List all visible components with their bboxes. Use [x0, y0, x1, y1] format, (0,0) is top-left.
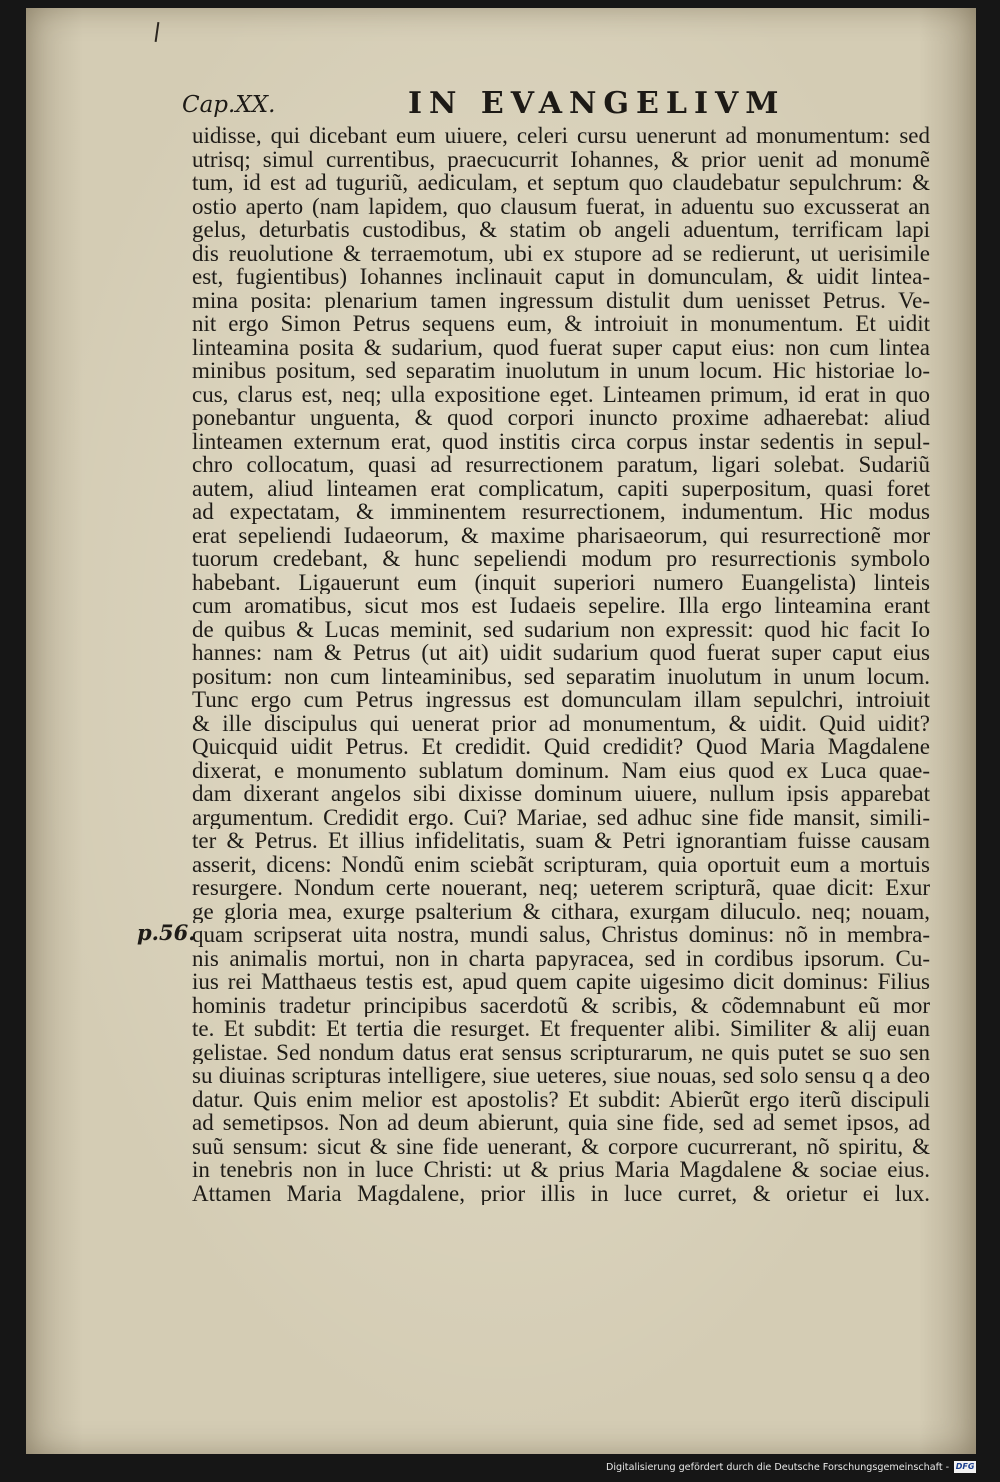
- text-line: dam dixerant angelos sibi dixisse dominum uiuere, nullum ipsis apparebat: [192, 782, 930, 806]
- text-line: utrisq; simul currentibus, praecucurrit Iohannes, & prior uenit ad monumẽ: [192, 147, 930, 171]
- text-line: ad expectatam, & imminentem resurrectionem, indumentum. Hic modus: [192, 500, 930, 524]
- text-line: & ille discipulus qui uenerat prior ad monumentum, & uidit. Quid uidit?: [192, 711, 930, 735]
- text-line: erat sepeliendi Iudaeorum, & maxime pharisaeorum, qui resurrectionẽ mor: [192, 523, 930, 547]
- text-line: linteamen externum erat, quod institis circa corpus instar sedentis in sepul-: [192, 429, 930, 453]
- ink-mark: [155, 22, 160, 42]
- text-line: uidisse, qui dicebant eum uiuere, celeri cursu uenerunt ad monumentum: sed: [192, 124, 930, 148]
- text-line: gelus, deturbatis custodibus, & statim ob angeli aduentum, terrificam lapi: [192, 218, 930, 242]
- text-line: ad semetipsos. Non ad deum abierunt, quia sine fide, sed ad semet ipsos, ad: [192, 1111, 930, 1135]
- text-line: ponebantur unguenta, & quod corpori inuncto proxime adhaerebat: aliud: [192, 406, 930, 430]
- text-line: positum: non cum linteaminibus, sed separatim inuolutum in unum locum.: [192, 664, 930, 688]
- text-line: Tunc ergo cum Petrus ingressus est domunculam illam sepulchri, introiuit: [192, 688, 930, 712]
- text-line: suũ sensum: sicut & sine fide uenerant, & corpore cucurrerant, nõ spiritu, &: [192, 1134, 930, 1158]
- body-text: [192, 124, 930, 1205]
- text-line: nit ergo Simon Petrus sequens eum, & introiuit in monumentum. Et uidit: [192, 312, 930, 336]
- text-line: ge gloria mea, exurge psalterium & cithara, exurgam diluculo. neq; nouam,: [192, 899, 930, 923]
- page-heading: IN EVANGELIVM: [408, 86, 786, 121]
- text-line: dixerat, e monumento sublatum dominum. Nam eius quod ex Luca quae-: [192, 758, 930, 782]
- running-head: [182, 86, 792, 120]
- text-line: cum aromatibus, sicut mos est Iudaeis sepelire. Illa ergo linteamina erant: [192, 594, 930, 618]
- text-line: te. Et subdit: Et tertia die resurget. Et frequenter alibi. Similiter & alij euan: [192, 1017, 930, 1041]
- text-line: su diuinas scripturas intelligere, siue ueteres, siue nouas, sed solo sensu q a deo: [192, 1064, 930, 1088]
- text-line: minibus positum, sed separatim inuolutum in unum locum. Hic historiae lo-: [192, 359, 930, 383]
- text-line: tum, id est ad tuguriũ, aediculam, et septum quo claudebatur sepulchrum: &: [192, 171, 930, 195]
- text-line: de quibus & Lucas meminit, sed sudarium non expressit: quod hic facit Io: [192, 617, 930, 641]
- text-line: hominis tradetur principibus sacerdotũ & scribis, & cõdemnabunt eũ mor: [192, 993, 930, 1017]
- chapter-label: Cap.XX.: [182, 92, 276, 118]
- text-line: resurgere. Nondum certe nouerant, neq; ueterem scripturã, quae dicit: Exur: [192, 876, 930, 900]
- text-line: mina posita: plenarium tamen ingressum distulit dum uenisset Petrus. Ve-: [192, 288, 930, 312]
- text-line: hannes: nam & Petrus (ut ait) uidit sudarium quod fuerat super caput eius: [192, 641, 930, 665]
- text-line: ter & Petrus. Et illius infidelitatis, suam & Petri ignorantiam fuisse causam: [192, 829, 930, 853]
- text-line: gelistae. Sed nondum datus erat sensus scripturarum, ne quis putet se suo sen: [192, 1040, 930, 1064]
- text-line: datur. Quis enim melior est apostolis? Et subdit: Abierũt ergo iterũ discipuli: [192, 1087, 930, 1111]
- credit-text: Digitalisierung gefördert durch die Deutsche Forschungsgemeinschaft -: [606, 1462, 950, 1473]
- digitization-credit: [606, 1460, 976, 1476]
- text-line: asserit, dicens: Nondũ enim sciebãt scripturam, quia oportuit eum a mortuis: [192, 852, 930, 876]
- text-line: linteamina posita & sudarium, quod fuerat super caput eius: non cum lintea: [192, 335, 930, 359]
- text-line: Attamen Maria Magdalene, prior illis in luce curret, & orietur ei lux.: [192, 1181, 930, 1205]
- text-line: autem, aliud linteamen erat complicatum, capiti superpositum, quasi foret: [192, 476, 930, 500]
- text-line: argumentum. Credidit ergo. Cui? Mariae, sed adhuc sine fide mansit, simili-: [192, 805, 930, 829]
- text-line: Quicquid uidit Petrus. Et credidit. Quid credidit? Quod Maria Magdalene: [192, 735, 930, 759]
- text-line: nis animalis mortui, non in charta papyracea, sed in cordibus ipsorum. Cu-: [192, 946, 930, 970]
- text-line: in tenebris non in luce Christi: ut & prius Maria Magdalene & sociae eius.: [192, 1158, 930, 1182]
- marginal-note: p.56.: [137, 920, 196, 945]
- text-line: tuorum credebant, & hunc sepeliendi modum pro resurrectionis symbolo: [192, 547, 930, 571]
- text-line: ostio aperto (nam lapidem, quo clausum fuerat, in aduentu suo excusserat an: [192, 194, 930, 218]
- text-line: ius rei Matthaeus testis est, apud quem capite uigesimo dicit dominus: Filius: [192, 970, 930, 994]
- text-line: quam scripserat uita nostra, mundi salus, Christus dominus: nõ in membra-: [192, 923, 930, 947]
- text-line: dis reuolutione & terraemotum, ubi ex stupore ad se redierunt, ut uerisimile: [192, 241, 930, 265]
- text-line: habebant. Ligauerunt eum (inquit superiori numero Euangelista) linteis: [192, 570, 930, 594]
- text-line: cus, clarus est, neq; ulla expositione eget. Linteamen primum, id erat in quo: [192, 382, 930, 406]
- dfg-logo: DFG: [955, 1462, 975, 1471]
- text-line: chro collocatum, quasi ad resurrectionem paratum, ligari solebat. Sudariũ: [192, 453, 930, 477]
- text-line: est, fugientibus) Iohannes inclinauit caput in domunculam, & uidit lintea-: [192, 265, 930, 289]
